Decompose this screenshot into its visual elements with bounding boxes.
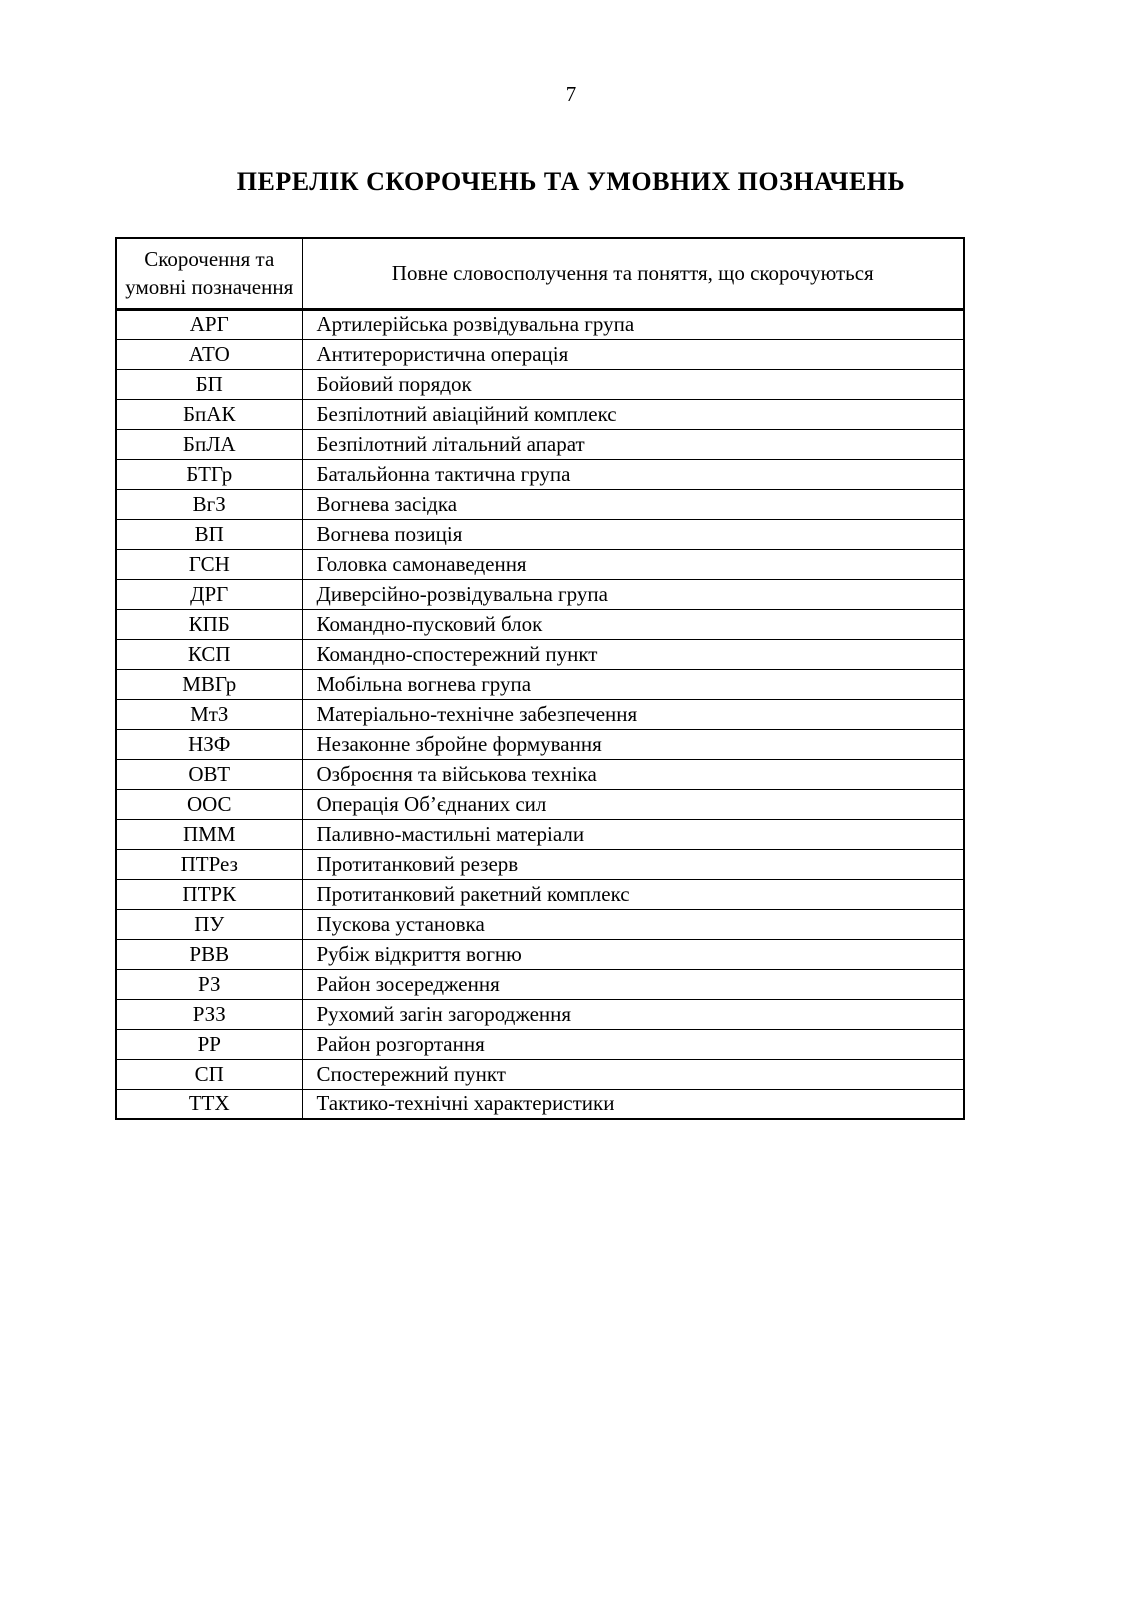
table-row — [116, 459, 964, 489]
abbrev-cell: СП — [116, 1059, 302, 1089]
abbrev-cell: БпАК — [116, 399, 302, 429]
abbrev-cell: ТТХ — [116, 1089, 302, 1119]
abbreviations-table-wrap — [115, 237, 963, 1120]
abbrev-cell: ПУ — [116, 909, 302, 939]
meaning-cell: Батальйонна тактична група — [302, 459, 964, 489]
abbrev-cell: АРГ — [116, 309, 302, 339]
table-row — [116, 849, 964, 879]
table-row — [116, 759, 964, 789]
table-row — [116, 669, 964, 699]
abbrev-cell: РЗ — [116, 969, 302, 999]
table-row — [116, 879, 964, 909]
meaning-cell: Рухомий загін загородження — [302, 999, 964, 1029]
meaning-cell: Вогнева позиція — [302, 519, 964, 549]
meaning-cell: Безпілотний авіаційний комплекс — [302, 399, 964, 429]
table-row — [116, 939, 964, 969]
table-row — [116, 309, 964, 339]
table-row — [116, 429, 964, 459]
table-row — [116, 549, 964, 579]
abbrev-cell: ДРГ — [116, 579, 302, 609]
meaning-cell: Протитанковий ракетний комплекс — [302, 879, 964, 909]
abbrev-cell: АТО — [116, 339, 302, 369]
abbrev-cell: ГСН — [116, 549, 302, 579]
abbrev-cell: ПТРез — [116, 849, 302, 879]
meaning-cell: Бойовий порядок — [302, 369, 964, 399]
abbrev-cell: РЗЗ — [116, 999, 302, 1029]
table-row — [116, 369, 964, 399]
meaning-cell: Протитанковий резерв — [302, 849, 964, 879]
meaning-cell: Озброєння та військова техніка — [302, 759, 964, 789]
abbrev-cell: МтЗ — [116, 699, 302, 729]
header-abbreviation-column: Скорочення та умовні позначення — [116, 238, 302, 309]
abbrev-cell: МВГр — [116, 669, 302, 699]
table-header — [116, 238, 964, 309]
meaning-cell: Диверсійно-розвідувальна група — [302, 579, 964, 609]
table-row — [116, 399, 964, 429]
abbrev-cell: ВгЗ — [116, 489, 302, 519]
meaning-cell: Район зосередження — [302, 969, 964, 999]
table-row — [116, 339, 964, 369]
header-meaning-column: Повне словосполучення та поняття, що скорочуються — [302, 238, 964, 309]
abbrev-cell: ВП — [116, 519, 302, 549]
meaning-cell: Спостережний пункт — [302, 1059, 964, 1089]
table-row — [116, 579, 964, 609]
meaning-cell: Безпілотний літальний апарат — [302, 429, 964, 459]
meaning-cell: Паливно-мастильні матеріали — [302, 819, 964, 849]
abbrev-cell: ПТРК — [116, 879, 302, 909]
table-row — [116, 729, 964, 759]
abbrev-cell: БТГр — [116, 459, 302, 489]
abbrev-cell: БП — [116, 369, 302, 399]
table-row — [116, 519, 964, 549]
abbrev-cell: РВВ — [116, 939, 302, 969]
abbrev-cell: БпЛА — [116, 429, 302, 459]
page-title: ПЕРЕЛІК СКОРОЧЕНЬ ТА УМОВНИХ ПОЗНАЧЕНЬ — [236, 167, 906, 196]
abbrev-cell: НЗФ — [116, 729, 302, 759]
meaning-cell: Пускова установка — [302, 909, 964, 939]
meaning-cell: Тактико-технічні характеристики — [302, 1089, 964, 1119]
meaning-cell: Командно-спостережний пункт — [302, 639, 964, 669]
table-row — [116, 1059, 964, 1089]
meaning-cell: Головка самонаведення — [302, 549, 964, 579]
table-row — [116, 909, 964, 939]
meaning-cell: Артилерійська розвідувальна група — [302, 309, 964, 339]
abbrev-cell: ОВТ — [116, 759, 302, 789]
table-row — [116, 819, 964, 849]
abbrev-cell: ООС — [116, 789, 302, 819]
meaning-cell: Матеріально-технічне забезпечення — [302, 699, 964, 729]
table-row — [116, 609, 964, 639]
meaning-cell: Рубіж відкриття вогню — [302, 939, 964, 969]
meaning-cell: Район розгортання — [302, 1029, 964, 1059]
abbreviations-table — [115, 237, 965, 1120]
table-row — [116, 789, 964, 819]
abbrev-cell: КСП — [116, 639, 302, 669]
table-row — [116, 639, 964, 669]
meaning-cell: Операція Об’єднаних сил — [302, 789, 964, 819]
meaning-cell: Незаконне збройне формування — [302, 729, 964, 759]
meaning-cell: Мобільна вогнева група — [302, 669, 964, 699]
page-number: 7 — [565, 82, 577, 106]
meaning-cell: Командно-пусковий блок — [302, 609, 964, 639]
table-row — [116, 999, 964, 1029]
table-row — [116, 969, 964, 999]
abbrev-table-body — [116, 309, 964, 1119]
table-row — [116, 1029, 964, 1059]
table-row — [116, 1089, 964, 1119]
table-row — [116, 699, 964, 729]
table-row — [116, 489, 964, 519]
table-header-row — [116, 238, 964, 309]
meaning-cell: Вогнева засідка — [302, 489, 964, 519]
abbrev-cell: РР — [116, 1029, 302, 1059]
abbrev-cell: КПБ — [116, 609, 302, 639]
abbrev-cell: ПММ — [116, 819, 302, 849]
meaning-cell: Антитерористична операція — [302, 339, 964, 369]
